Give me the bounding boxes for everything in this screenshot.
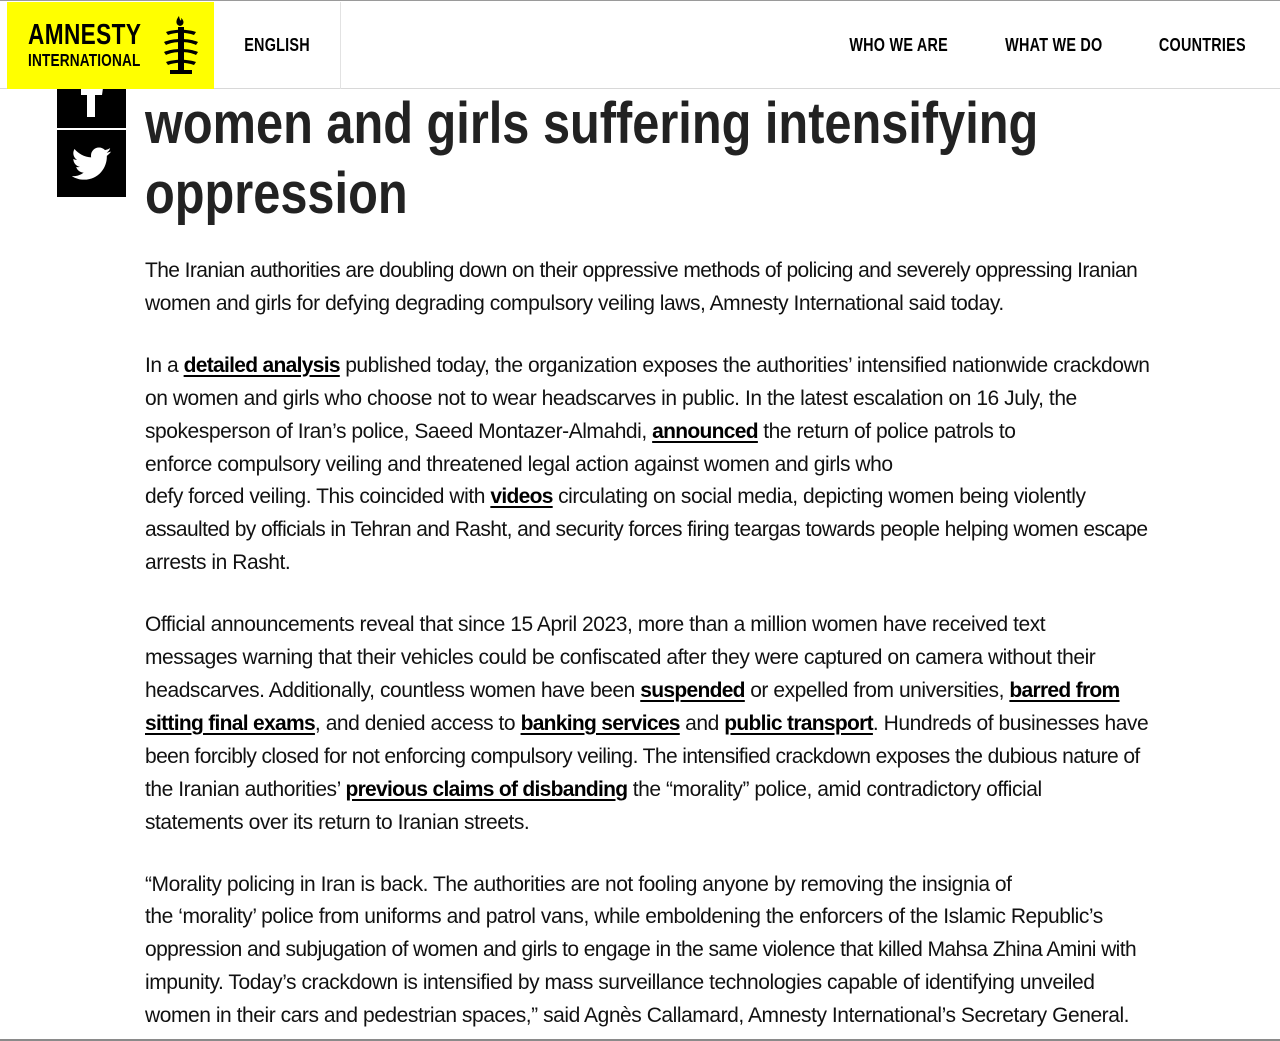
- link-barred-from-sitting-final-exams[interactable]: barred from: [1009, 678, 1120, 702]
- link-banking-services[interactable]: banking services: [520, 711, 680, 735]
- candle-barbed-wire-icon: [158, 14, 204, 76]
- link-suspended[interactable]: suspended: [640, 678, 745, 702]
- headline-line-2: oppression: [145, 161, 408, 226]
- paragraph-4-quote: “Morality policing in Iran is back. The authorities are not fooling anyone by removing the insignia of the ‘morality’ police from uniforms and patrol vans, while emboldening the enforcers of the Islamic Republic’s oppression and subjugation of women and girls to engage in the same violence that killed Mahsa Zhina Amini with impunity. Today’s crackdown is intensified by mass surveillance technologies capable of identifying unveiled women in their cars and pedestrian spaces,” said Agnès Callamard, Amnesty International’s Secretary General.: [145, 872, 1137, 1028]
- link-barred-from-sitting-final-exams-cont[interactable]: sitting final exams: [145, 711, 315, 735]
- logo-text: [28, 21, 141, 70]
- nav-countries[interactable]: COUNTRIES: [1158, 35, 1246, 55]
- link-public-transport[interactable]: public transport: [724, 711, 873, 735]
- article-body: [145, 255, 1255, 1041]
- paragraph-3: Official announcements reveal that since 15 April 2023, more than a million women have received text messages warning that their vehicles could be confiscated after they were captured on camera without their headscarves. Additionally, countless women have been suspended or expelled from universities, barred from sitting final exams, and denied access to banking services and public transport. Hundreds of businesses have been forcibly closed for not enforcing compulsory veiling. The intensified crackdown exposes the dubious nature of the Iranian authorities’ previous claims of disbanding the “morality” police, amid contradictory official statements over its return to Iranian streets.: [145, 613, 1149, 834]
- language-label: ENGLISH: [244, 35, 310, 55]
- link-detailed-analysis[interactable]: detailed analysis: [183, 353, 340, 377]
- logo-line-1: AMNESTY: [28, 19, 142, 51]
- link-previous-claims-of-disbanding[interactable]: previous claims of disbanding: [345, 777, 628, 801]
- site-header: [0, 2, 1280, 89]
- paragraph-1: The Iranian authorities are doubling down on their oppressive methods of policing and severely oppressing Iranian women and girls for defying degrading compulsory veiling laws, Amnesty International said today.: [145, 259, 1138, 315]
- article-headline: [145, 89, 1052, 229]
- link-videos[interactable]: videos: [490, 485, 553, 509]
- link-announced[interactable]: announced: [652, 419, 758, 443]
- language-selector[interactable]: [214, 2, 341, 89]
- paragraph-2: In a detailed analysis published today, the organization exposes the authorities’ intensified nationwide crackdown on women and girls who choose not to wear headscarves in public. In the latest escalation on 16 July, the spokesperson of Iran’s police, Saeed Montazer-Almahdi, announced the return of police patrols to enforce compulsory veiling and threatened legal action against women and girls who defy forced veiling. This coincided with videos circulating on social media, depicting women being violently assaulted by officials in Tehran and Rasht, and security forces firing teargas towards people helping women escape arrests in Rasht.: [145, 353, 1150, 575]
- nav-who-we-are[interactable]: WHO WE ARE: [849, 35, 949, 55]
- twitter-share-button[interactable]: [57, 130, 126, 197]
- amnesty-logo[interactable]: [7, 2, 214, 89]
- logo-line-2: INTERNATIONAL: [28, 50, 141, 70]
- headline-line-1: women and girls suffering intensifying: [145, 91, 1039, 156]
- twitter-icon: [72, 147, 112, 181]
- nav-what-we-do[interactable]: WHAT WE DO: [1005, 35, 1103, 55]
